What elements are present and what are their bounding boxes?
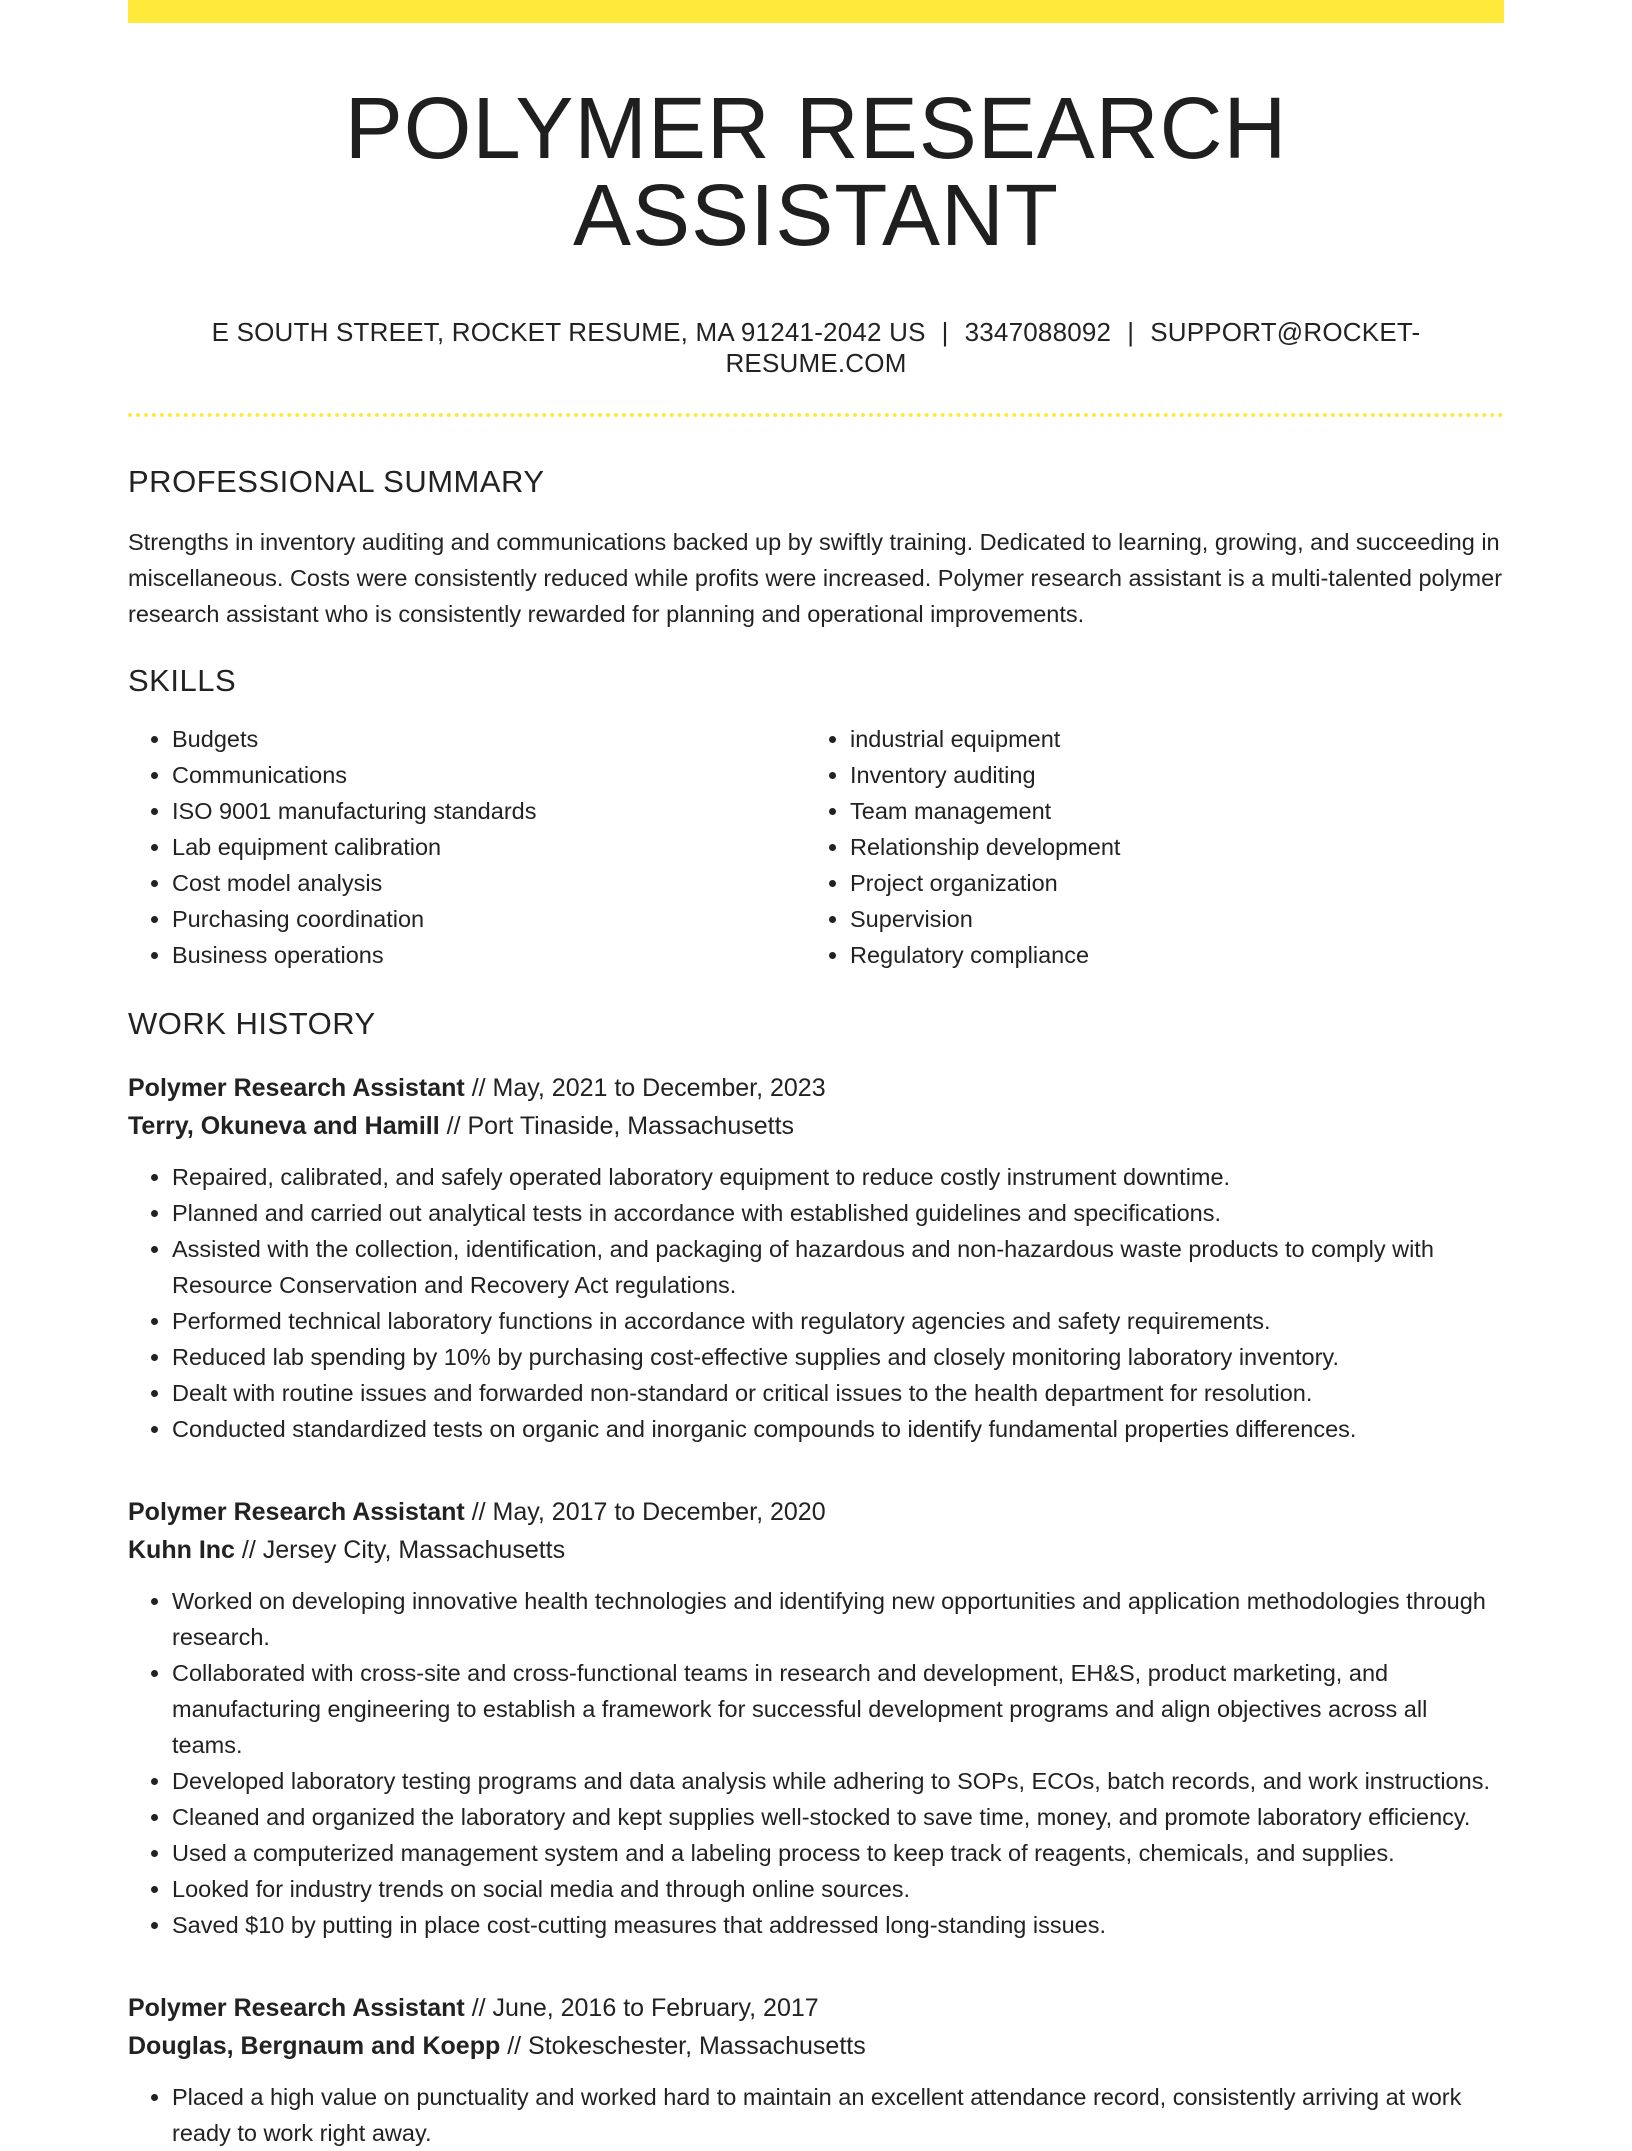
job-company: Terry, Okuneva and Hamill — [128, 1111, 440, 1140]
job-bullet: • Developed laboratory testing programs and data analysis while adhering to SOPs, ECOs, batch records, and work instructions. — [172, 1763, 1504, 1799]
job-location: // Stokeschester, Massachusetts — [507, 2031, 866, 2060]
skill-item: • Regulatory compliance — [850, 937, 1470, 973]
skills-list — [128, 721, 1504, 973]
job-dates: // May, 2021 to December, 2023 — [471, 1073, 826, 1102]
skill-item: • industrial equipment — [850, 721, 1470, 757]
job-company: Kuhn Inc — [128, 1535, 235, 1564]
job-company-line — [128, 1107, 1504, 1145]
job-location: // Port Tinaside, Massachusetts — [446, 1111, 795, 1140]
email[interactable]: SUPPORT@ROCKET-RESUME.COM — [725, 317, 1421, 378]
job-entry — [128, 1493, 1504, 1943]
top-accent-bar — [128, 0, 1504, 23]
summary-heading: PROFESSIONAL SUMMARY — [128, 464, 545, 499]
separator: | — [941, 317, 949, 347]
job-title-line — [128, 1989, 1504, 2027]
job-title: Polymer Research Assistant — [128, 1073, 465, 1102]
job-dates: // May, 2017 to December, 2020 — [471, 1497, 826, 1526]
skill-item: • Communications — [172, 757, 806, 793]
resume-page — [128, 0, 1504, 2151]
job-entry — [128, 1069, 1504, 1447]
job-bullet: • Assisted with the collection, identification, and packaging of hazardous and non-hazardous waste products to comply with Resource Conservation and Recovery Act regulations. — [172, 1231, 1504, 1303]
job-bullet: • Worked on developing innovative health technologies and identifying new opportunities and application methodologies through research. — [172, 1583, 1504, 1655]
job-title: Polymer Research Assistant — [128, 1497, 465, 1526]
skills-column-left — [128, 721, 806, 973]
job-entry — [128, 1989, 1504, 2151]
job-bullet: • Dealt with routine issues and forwarded non-standard or critical issues to the health department for resolution. — [172, 1375, 1504, 1411]
dotted-divider — [128, 413, 1504, 417]
job-company-line — [128, 2027, 1504, 2065]
contact-line — [128, 317, 1504, 379]
skill-item: • Inventory auditing — [850, 757, 1470, 793]
skill-item: • ISO 9001 manufacturing standards — [172, 793, 806, 829]
job-title-line — [128, 1493, 1504, 1531]
job-bullet: • Used a computerized management system and a labeling process to keep track of reagents, chemicals, and supplies. — [172, 1835, 1504, 1871]
job-title-line — [128, 1069, 1504, 1107]
job-bullets — [128, 1583, 1504, 1943]
job-company-line — [128, 1531, 1504, 1569]
job-location: // Jersey City, Massachusetts — [241, 1535, 566, 1564]
job-bullet: • Cleaned and organized the laboratory and kept supplies well-stocked to save time, money, and promote laboratory efficiency. — [172, 1799, 1504, 1835]
job-bullet: • Placed a high value on punctuality and worked hard to maintain an excellent attendance record, consistently arriving at work ready to work right away. — [172, 2079, 1504, 2151]
skill-item: • Budgets — [172, 721, 806, 757]
skill-item: • Lab equipment calibration — [172, 829, 806, 865]
job-bullet: • Looked for industry trends on social media and through online sources. — [172, 1871, 1504, 1907]
skills-column-right — [806, 721, 1470, 973]
job-bullet: • Repaired, calibrated, and safely operated laboratory equipment to reduce costly instrument downtime. — [172, 1159, 1504, 1195]
skill-item: • Business operations — [172, 937, 806, 973]
skill-item: • Supervision — [850, 901, 1470, 937]
job-bullet: • Conducted standardized tests on organic and inorganic compounds to identify fundamental properties differences. — [172, 1411, 1504, 1447]
job-bullet: • Saved $10 by putting in place cost-cutting measures that addressed long-standing issues. — [172, 1907, 1504, 1943]
skill-item: • Team management — [850, 793, 1470, 829]
skill-item: • Project organization — [850, 865, 1470, 901]
resume-title: POLYMER RESEARCH ASSISTANT — [344, 80, 1288, 264]
separator: | — [1127, 317, 1135, 347]
summary-text: Strengths in inventory auditing and communications backed up by swiftly training. Dedicated to learning, growing, and succeeding in miscellaneous. Costs were consistently reduced while profits were increased. Polymer research assistant is a multi-talented polymer research assistant who is consistently rewarded for planning and operational improvements. — [128, 529, 1503, 628]
skill-item: • Cost model analysis — [172, 865, 806, 901]
address: E SOUTH STREET, ROCKET RESUME, MA 91241-2042 US — [211, 317, 926, 347]
job-bullet: • Collaborated with cross-site and cross-functional teams in research and development, EH&S, product marketing, and manufacturing engineering to establish a framework for successful development programs and align objectives across all teams. — [172, 1655, 1504, 1763]
job-bullets — [128, 2079, 1504, 2151]
job-bullets — [128, 1159, 1504, 1447]
job-company: Douglas, Bergnaum and Koepp — [128, 2031, 501, 2060]
work-history-heading: WORK HISTORY — [128, 1006, 376, 1042]
job-bullet: • Planned and carried out analytical tests in accordance with established guidelines and specifications. — [172, 1195, 1504, 1231]
job-bullet: • Reduced lab spending by 10% by purchasing cost-effective supplies and closely monitoring laboratory inventory. — [172, 1339, 1504, 1375]
job-dates: // June, 2016 to February, 2017 — [471, 1993, 819, 2022]
job-bullet: • Performed technical laboratory functions in accordance with regulatory agencies and safety requirements. — [172, 1303, 1504, 1339]
skill-item: • Purchasing coordination — [172, 901, 806, 937]
skills-heading: SKILLS — [128, 663, 237, 699]
skill-item: • Relationship development — [850, 829, 1470, 865]
phone: 3347088092 — [964, 317, 1112, 347]
job-title: Polymer Research Assistant — [128, 1993, 465, 2022]
